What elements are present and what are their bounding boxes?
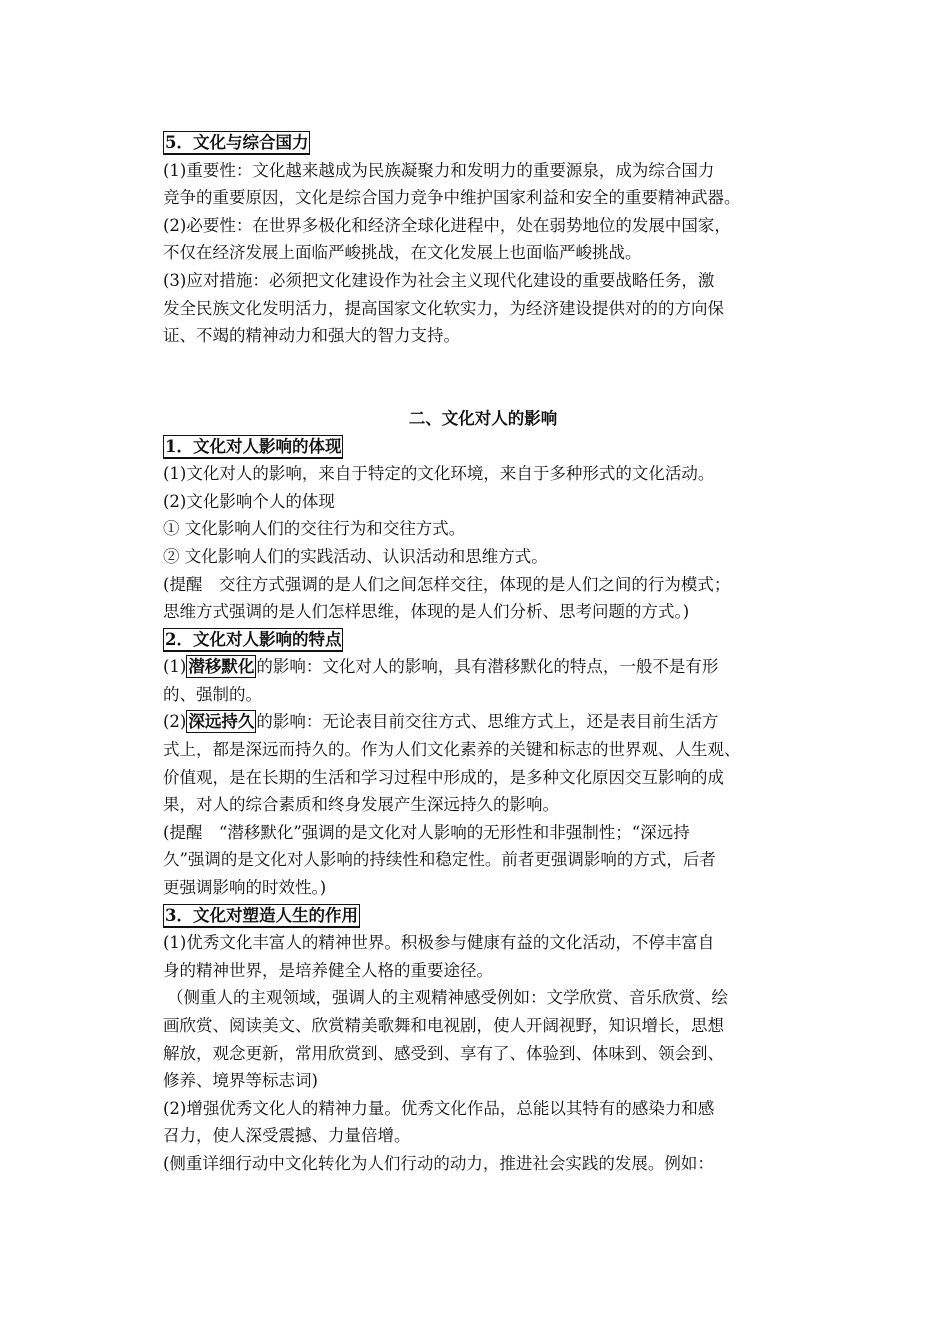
- s5-line-3: (2)必要性：在世界多极化和经济全球化进程中，处在弱势地位的发展中国家，: [163, 215, 731, 235]
- p2-l1-prefix: (1): [163, 657, 187, 677]
- p2-line-7: (提醒 “潜移默化”强调的是文化对人影响的无形性和非强制性；“深远持: [163, 822, 690, 842]
- p2-line-4: 式上，都是深远而持久的。作为人们文化素养的关键和标志的世界观、人生观、: [163, 740, 741, 760]
- s5-line-2: 竞争的重要原因，文化是综合国力竞争中维护国家利益和安全的重要精神武器。: [163, 188, 741, 208]
- s5-line-7: 证、不竭的精神动力和强大的智力支持。: [163, 326, 460, 346]
- spacer: [163, 377, 803, 405]
- keyword-box-qianyimohua: 潜移默化: [188, 657, 255, 677]
- part-1-heading-line: [163, 433, 803, 461]
- part-1-heading: 1．文化对人影响的体现: [163, 435, 343, 459]
- spacer: [163, 350, 803, 378]
- part-3-heading-line: [163, 902, 803, 930]
- p3-line-1: (1)优秀文化丰富人的精神世界。积极参与健康有益的文化活动，不停丰富自: [163, 933, 715, 953]
- section-5-heading-line: [163, 129, 803, 157]
- p1-line-5: (提醒 交往方式强调的是人们之间怎样交往，体现的是人们之间的行为模式；: [163, 574, 731, 594]
- section-5-heading: 5．文化与综合国力: [163, 131, 310, 155]
- part-2-heading-line: [163, 626, 803, 654]
- p2-l3-prefix: (2): [163, 712, 187, 732]
- part-3-heading: 3．文化对塑造人生的作用: [163, 904, 360, 928]
- p3-line-3: （侧重人的主观领域，强调人的主观精神感受例如：文学欣赏、音乐欣赏、绘: [167, 988, 728, 1008]
- p3-line-5: 解放，观念更新，常用欣赏到、感受到、享有了、体验到、体味到、领会到、: [163, 1043, 724, 1063]
- p1-line-2: (2)文化影响个人的体现: [163, 491, 335, 511]
- p2-line-3: [163, 708, 803, 736]
- s5-line-4: 不仅在经济发展上面临严峻挑战，在文化发展上也面临严峻挑战。: [163, 243, 642, 263]
- p3-line-6: 修养、境界等标志词): [163, 1071, 318, 1091]
- p2-l1-rest: 的影响：文化对人的影响，具有潜移默化的特点，一般不是有形: [256, 657, 719, 677]
- p3-line-7: (2)增强优秀文化人的精神力量。优秀文化作品，总能以其特有的感染力和感: [163, 1098, 715, 1118]
- section-2-title: 二、文化对人的影响: [408, 408, 558, 428]
- p1-line-4: ② 文化影响人们的实践活动、认识活动和思维方式。: [163, 546, 548, 566]
- s5-line-5: (3)应对措施：必须把文化建设作为社会主义现代化建设的重要战略任务，激: [163, 270, 715, 290]
- p1-line-6: 思维方式强调的是人们怎样思维，体现的是人们分析、思考问题的方式。): [163, 602, 690, 622]
- p3-line-2: 身的精神世界，是培养健全人格的重要途径。: [163, 960, 493, 980]
- p3-line-9: (侧重详细行动中文化转化为人们行动的动力，推进社会实践的发展。例如：: [163, 1153, 714, 1173]
- p2-l3-rest: 的影响：无论表目前交往方式、思维方式上，还是表目前生活方: [256, 712, 719, 732]
- s5-line-6: 发全民族文化发明活力，提高国家文化软实力，为经济建设提供对的的方向保: [163, 298, 724, 318]
- p1-line-1: (1)文化对人的影响，来自于特定的文化环境，来自于多种形式的文化活动。: [163, 464, 715, 484]
- p2-line-9: 更强调影响的时效性。): [163, 878, 327, 898]
- p2-line-8: 久”强调的是文化对人影响的持续性和稳定性。前者更强调影响的方式，后者: [163, 850, 716, 870]
- p2-line-1: [163, 653, 803, 681]
- p2-line-6: 果，对人的综合素质和终身发展产生深远持久的影响。: [163, 795, 559, 815]
- keyword-box-shenyuanchijiu: 深远持久: [188, 712, 255, 732]
- document-page: [163, 129, 803, 1178]
- p2-line-2: 的、强制的。: [163, 684, 262, 704]
- p1-line-3: ① 文化影响人们的交往行为和交往方式。: [163, 519, 466, 539]
- p3-line-4: 画欣赏、阅读美文、欣赏精美歌舞和电视剧，使人开阔视野，知识增长，思想: [163, 1016, 724, 1035]
- p2-line-5: 价值观，是在长期的生活和学习过程中形成的，是多种文化原因交互影响的成: [163, 767, 724, 787]
- s5-line-1: (1)重要性：文化越来越成为民族凝聚力和发明力的重要源泉，成为综合国力: [163, 160, 715, 180]
- p3-line-8: 召力，使人深受震撼、力量倍增。: [163, 1126, 411, 1146]
- part-2-heading: 2．文化对人影响的特点: [163, 628, 343, 652]
